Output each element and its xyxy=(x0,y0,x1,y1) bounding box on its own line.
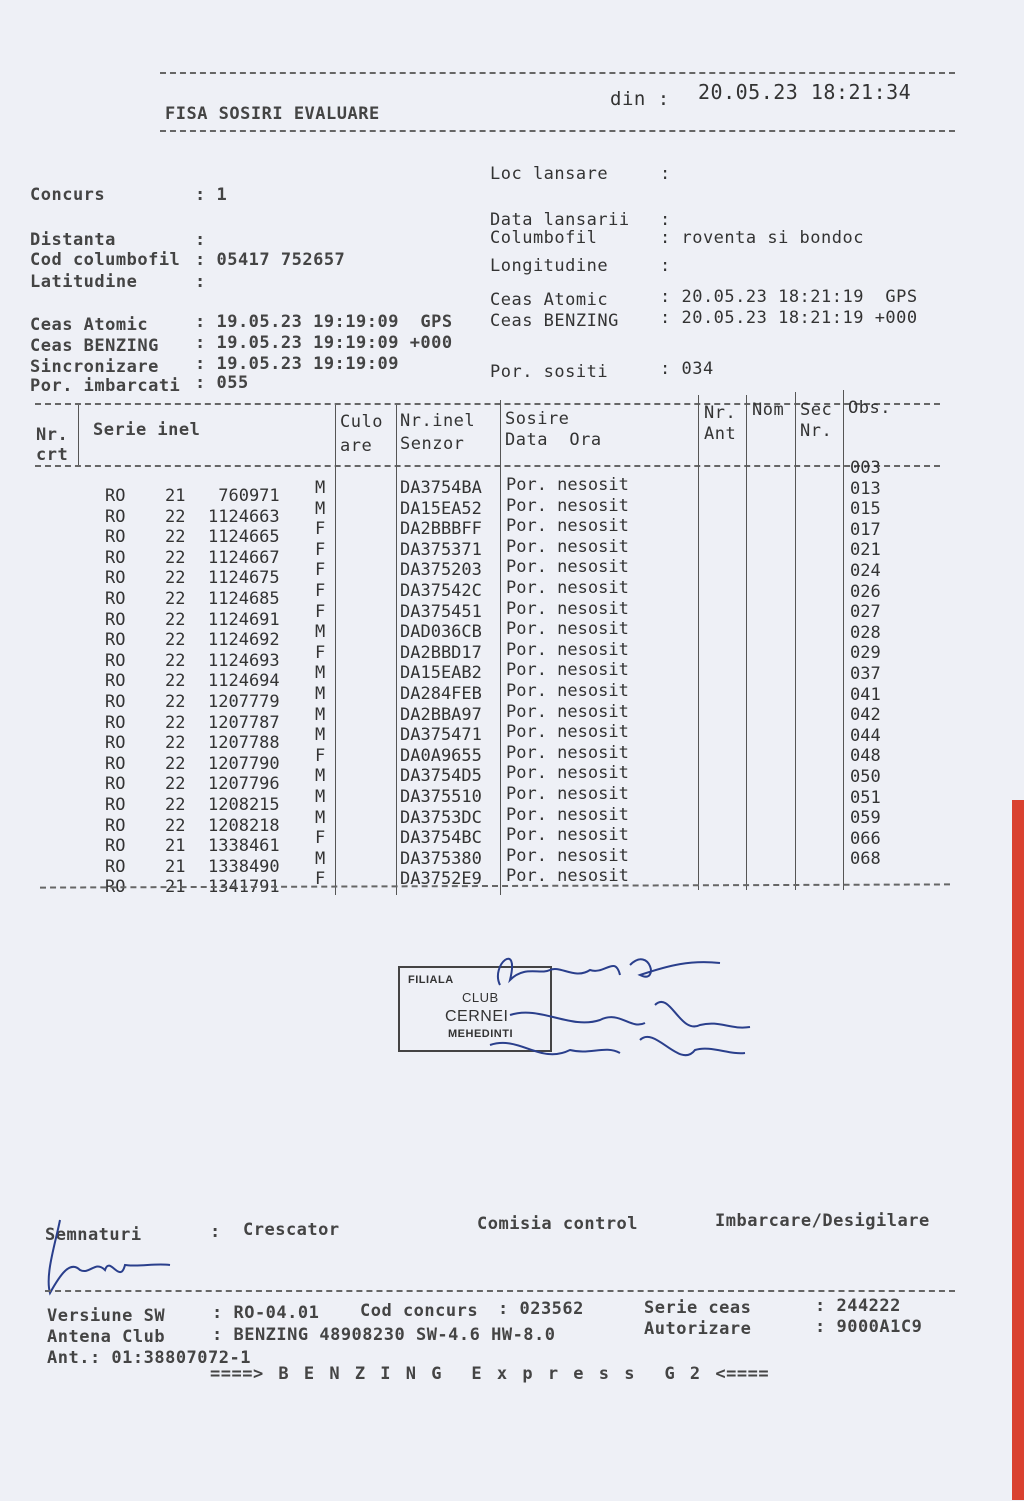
sex: M xyxy=(315,498,326,519)
obs-value: 044 xyxy=(850,725,881,746)
header-border-top xyxy=(160,72,955,74)
year: 22 xyxy=(165,795,186,815)
signatures-label: Semnaturi xyxy=(45,1225,142,1245)
arrival-status: Por. nesosit xyxy=(506,681,629,701)
obs-value: 013 xyxy=(850,478,881,499)
stamp-text: CERNEI xyxy=(445,1008,509,1025)
info-label: Latitudine xyxy=(30,272,138,292)
country: RO xyxy=(105,753,126,774)
sensor-id: DA375451 xyxy=(400,601,482,622)
col-divider xyxy=(746,395,747,890)
ring-number: 1338490 xyxy=(208,856,280,877)
ring-number: 1124675 xyxy=(208,568,280,589)
col-nom: Nom xyxy=(752,400,785,420)
signatures-sep: : xyxy=(210,1222,221,1242)
arrival-status: Por. nesosit xyxy=(506,701,629,722)
sex: F xyxy=(315,642,326,663)
year: 22 xyxy=(165,506,186,527)
ring-number: 1124663 xyxy=(208,506,280,527)
sex: M xyxy=(315,848,326,869)
year: 22 xyxy=(165,609,186,630)
sex: M xyxy=(315,787,326,807)
col-nr-ant: Nr. xyxy=(704,403,737,423)
sex: M xyxy=(315,807,326,828)
sex: M xyxy=(315,478,326,498)
ring-number: 1124694 xyxy=(208,671,280,692)
arrival-status: Por. nesosit xyxy=(506,578,629,598)
info-label: Ceas BENZING xyxy=(30,336,159,356)
year: 22 xyxy=(165,712,186,733)
info-label: Longitudine xyxy=(490,256,609,276)
arrival-status: Por. nesosit xyxy=(506,722,629,743)
year: 22 xyxy=(165,547,186,568)
arrival-status: Por. nesosit xyxy=(506,475,629,495)
versiune-value: : RO-04.01 xyxy=(212,1303,320,1323)
obs-value: 042 xyxy=(850,705,881,726)
info-value: : 055 xyxy=(195,373,249,393)
ring-number: 1124692 xyxy=(208,630,280,651)
col-nr: Nr. xyxy=(36,425,69,445)
obs-value: 024 xyxy=(850,561,881,581)
country: RO xyxy=(105,650,126,671)
col-sec-nr: Nr. xyxy=(800,421,833,441)
sex: M xyxy=(315,684,326,704)
col-sosire: Sosire xyxy=(505,409,570,429)
sensor-id: DA375371 xyxy=(400,539,482,560)
col-divider xyxy=(843,390,844,890)
obs-value: 066 xyxy=(850,828,881,849)
comisia-label: Comisia control xyxy=(477,1214,639,1234)
sensor-id: DA3752E9 xyxy=(400,869,482,890)
ring-number: 1124691 xyxy=(208,609,280,630)
cod-concurs-value: : 023562 xyxy=(498,1299,584,1319)
sex: M xyxy=(315,704,326,725)
info-value: : xyxy=(660,210,671,230)
info-value: : 19.05.23 19:19:09 GPS xyxy=(195,312,453,332)
country: RO xyxy=(105,733,126,754)
sensor-id: DA15EA52 xyxy=(400,498,482,519)
stamp-text: MEHEDINTI xyxy=(448,1028,513,1040)
year: 22 xyxy=(165,733,186,754)
info-value: : 1 xyxy=(195,185,228,205)
info-value: : 034 xyxy=(660,359,714,379)
sex: F xyxy=(315,581,326,601)
obs-value: 017 xyxy=(850,519,881,540)
country: RO xyxy=(105,589,126,609)
col-divider xyxy=(500,400,501,895)
col-divider xyxy=(396,405,397,895)
year: 22 xyxy=(165,589,186,609)
imbarcare-label: Imbarcare/Desigilare xyxy=(715,1211,930,1231)
col-crt: crt xyxy=(36,445,69,465)
ring-number: 1207779 xyxy=(208,692,280,712)
col-culo: Culo xyxy=(340,412,383,432)
serie-ceas-value: : 244222 xyxy=(815,1296,901,1316)
crescator-signature xyxy=(40,1215,180,1300)
ring-number: 1124667 xyxy=(208,547,280,568)
arrival-status: Por. nesosit xyxy=(506,557,629,578)
info-value: : 05417 752657 xyxy=(195,250,346,270)
col-nrinel: Nr.inel xyxy=(400,411,476,431)
country: RO xyxy=(105,568,126,589)
obs-value: 015 xyxy=(850,499,881,520)
header-separator xyxy=(35,465,940,467)
obs-value: 028 xyxy=(850,622,881,643)
obs-value: 051 xyxy=(850,787,881,808)
obs-value: 021 xyxy=(850,540,881,561)
autorizare-label: Autorizare xyxy=(644,1319,752,1339)
sensor-id: DA15EAB2 xyxy=(400,663,482,684)
sensor-id: DA3754BC xyxy=(400,828,482,849)
info-value: : 20.05.23 18:21:19 GPS xyxy=(660,287,918,307)
info-label: Ceas Atomic xyxy=(490,290,609,310)
year: 21 xyxy=(165,486,186,506)
info-value: : 20.05.23 18:21:19 +000 xyxy=(660,308,918,328)
ring-number: 1124665 xyxy=(208,527,280,548)
handwritten-signatures xyxy=(480,935,770,1075)
crescator-label: Crescator xyxy=(243,1220,340,1240)
sensor-id: DA375203 xyxy=(400,560,482,581)
obs-value: 041 xyxy=(850,684,881,705)
country: RO xyxy=(105,795,126,815)
arrival-status: Por. nesosit xyxy=(506,804,629,825)
info-label: Data lansarii xyxy=(490,210,630,230)
col-divider xyxy=(335,405,336,895)
ring-number: 1124693 xyxy=(208,650,280,671)
country: RO xyxy=(105,506,126,527)
year: 22 xyxy=(165,815,186,836)
sensor-id: DA2BBD17 xyxy=(400,642,482,663)
header-border-bottom xyxy=(160,130,955,132)
sensor-id: DA2BBBFF xyxy=(400,519,482,540)
country: RO xyxy=(105,877,126,898)
year: 22 xyxy=(165,527,186,548)
sensor-id: DA284FEB xyxy=(400,684,482,704)
obs-value: 068 xyxy=(850,849,881,870)
sex: M xyxy=(315,622,326,643)
arrival-status: Por. nesosit xyxy=(506,495,629,516)
info-label: Columbofil xyxy=(490,228,598,248)
arrival-status: Por. nesosit xyxy=(506,763,629,784)
ring-number: 1124685 xyxy=(208,589,280,609)
country: RO xyxy=(105,609,126,630)
serie-ceas-label: Serie ceas xyxy=(644,1298,752,1318)
ring-number: 1208218 xyxy=(208,815,280,836)
country: RO xyxy=(105,692,126,712)
obs-value: 059 xyxy=(850,808,881,829)
ring-number: 1207788 xyxy=(208,733,280,754)
col-serie: Serie inel xyxy=(93,420,201,440)
info-label: Distanta xyxy=(30,230,116,250)
info-label: Por. imbarcati xyxy=(30,376,181,396)
info-value: : 19.05.23 19:19:09 xyxy=(195,354,399,374)
sensor-id: DA3753DC xyxy=(400,807,482,828)
ring-number: 760971 xyxy=(208,486,280,506)
year: 22 xyxy=(165,692,186,712)
info-label: Por. sositi xyxy=(490,362,609,382)
stamp-text: CLUB xyxy=(462,990,499,1005)
antena-label: Antena Club xyxy=(47,1327,166,1347)
stamp-text: FILIALA xyxy=(408,974,454,986)
ring-number: 1207790 xyxy=(208,753,280,774)
country: RO xyxy=(105,527,126,548)
info-label: Ceas BENZING xyxy=(490,311,619,331)
ring-number: 1207796 xyxy=(208,774,280,795)
arrival-status: Por. nesosit xyxy=(506,516,629,537)
col-senzor: Senzor xyxy=(400,434,465,454)
obs-value: 026 xyxy=(850,581,881,602)
antena-value: : BENZING 48908230 SW-4.6 HW-8.0 xyxy=(212,1325,556,1345)
arrival-status: Por. nesosit xyxy=(506,845,629,866)
info-value: : xyxy=(660,256,671,276)
obs-value: 037 xyxy=(850,664,881,684)
arrival-status: Por. nesosit xyxy=(506,536,629,557)
print-date: 20.05.23 18:21:34 xyxy=(698,80,912,104)
year: 21 xyxy=(165,836,186,857)
year: 21 xyxy=(165,856,186,877)
arrival-status: Por. nesosit xyxy=(506,598,629,619)
arrival-status: Por. nesosit xyxy=(506,784,629,804)
col-obs: Obs. xyxy=(848,398,891,418)
sensor-id: DA37542C xyxy=(400,581,482,601)
arrival-status: Por. nesosit xyxy=(506,742,629,763)
country: RO xyxy=(105,856,126,877)
sex: F xyxy=(315,828,326,849)
ring-number: 1341791 xyxy=(208,877,280,898)
obs-value: 029 xyxy=(850,643,881,664)
sex: M xyxy=(315,766,326,787)
year: 22 xyxy=(165,568,186,589)
country: RO xyxy=(105,486,126,506)
country: RO xyxy=(105,774,126,795)
benzing-banner: ====> B E N Z I N G E x p r e s s G 2 <==== xyxy=(210,1364,770,1384)
sensor-id: DA375380 xyxy=(400,848,482,869)
sex: F xyxy=(315,869,326,890)
year: 22 xyxy=(165,671,186,692)
info-value: : roventa si bondoc xyxy=(660,228,864,248)
obs-value: 050 xyxy=(850,767,881,787)
year: 22 xyxy=(165,650,186,671)
info-value: : xyxy=(195,230,206,250)
country: RO xyxy=(105,836,126,857)
col-divider xyxy=(78,405,79,465)
year: 22 xyxy=(165,630,186,651)
sensor-id: DA3754D5 xyxy=(400,766,482,787)
col-ant: Ant xyxy=(704,424,737,444)
info-label: Cod columbofil xyxy=(30,250,181,270)
ring-number: 1207787 xyxy=(208,712,280,733)
footer-separator xyxy=(45,1290,955,1292)
arrival-status: Por. nesosit xyxy=(506,639,629,660)
ring-number: 1338461 xyxy=(208,836,280,857)
country: RO xyxy=(105,630,126,651)
sex: M xyxy=(315,663,326,684)
ring-number: 1208215 xyxy=(208,795,280,815)
red-background-edge xyxy=(1012,800,1024,1500)
din-label: din : xyxy=(610,88,670,110)
sensor-id: DA2BBA97 xyxy=(400,704,482,725)
col-divider xyxy=(795,392,796,890)
sensor-id: DA0A9655 xyxy=(400,745,482,766)
obs-value: 003 xyxy=(850,458,881,478)
year: 21 xyxy=(165,877,186,898)
sex: F xyxy=(315,745,326,766)
col-data-ora: Data Ora xyxy=(505,430,602,450)
sex: F xyxy=(315,519,326,540)
info-label: Sincronizare xyxy=(30,357,159,377)
sex: F xyxy=(315,560,326,581)
arrival-status: Por. nesosit xyxy=(506,866,629,887)
country: RO xyxy=(105,671,126,692)
sex: F xyxy=(315,539,326,560)
col-sec: Sec xyxy=(800,400,833,420)
info-value: : xyxy=(195,272,206,292)
info-value: : xyxy=(660,164,671,184)
arrival-status: Por. nesosit xyxy=(506,619,629,640)
country: RO xyxy=(105,547,126,568)
versiune-label: Versiune SW xyxy=(47,1306,166,1326)
obs-value: 048 xyxy=(850,746,881,767)
year: 22 xyxy=(165,753,186,774)
col-divider xyxy=(698,395,699,890)
sex: F xyxy=(315,601,326,622)
cod-concurs-label: Cod concurs xyxy=(360,1301,479,1321)
autorizare-value: : 9000A1C9 xyxy=(815,1317,923,1337)
obs-value: 027 xyxy=(850,602,881,623)
sex: M xyxy=(315,725,326,746)
antena-id: Ant.: 01:38807072-1 xyxy=(47,1348,251,1368)
sensor-id: DA375471 xyxy=(400,725,482,746)
info-value: : 19.05.23 19:19:09 +000 xyxy=(195,333,453,353)
sensor-id: DA375510 xyxy=(400,787,482,807)
arrival-status: Por. nesosit xyxy=(506,660,629,681)
info-label: Ceas Atomic xyxy=(30,315,149,335)
country: RO xyxy=(105,815,126,836)
info-label: Loc lansare xyxy=(490,164,609,184)
col-are: are xyxy=(340,436,373,456)
arrival-status: Por. nesosit xyxy=(506,825,629,846)
document-title: FISA SOSIRI EVALUARE xyxy=(165,104,380,124)
sensor-id: DA3754BA xyxy=(400,478,482,498)
country: RO xyxy=(105,712,126,733)
sensor-id: DAD036CB xyxy=(400,622,482,643)
info-label: Concurs xyxy=(30,185,106,205)
year: 22 xyxy=(165,774,186,795)
